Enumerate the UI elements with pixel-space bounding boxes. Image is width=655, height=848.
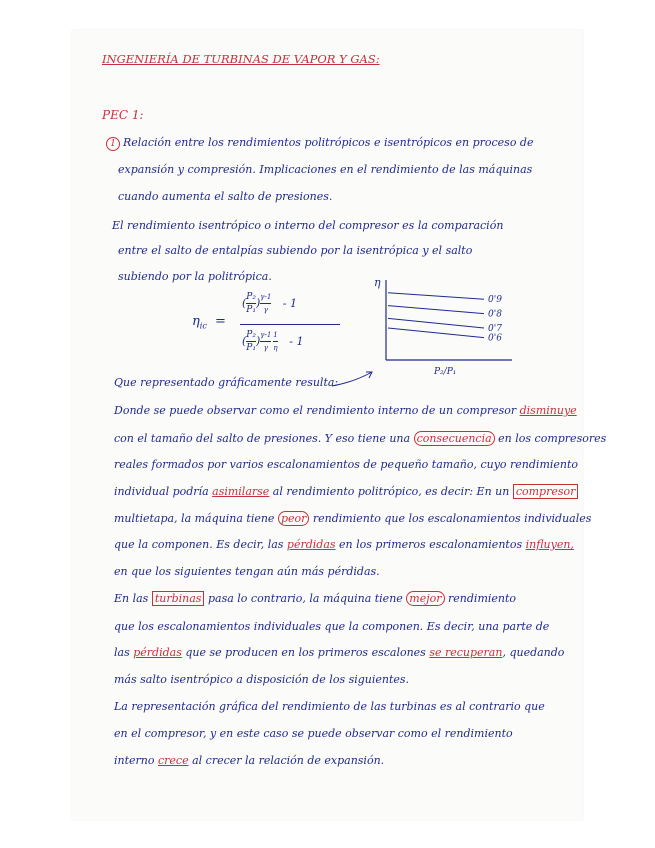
series-label-3: 0'7 [488,324,502,334]
highlight-asimilarse: asimilarse [212,485,270,498]
body-line-6: que la componen. Es decir, las pérdidas en los primeros escalonamientos influyen, [114,538,574,551]
graph-caption: Que representado gráficamente resulta: [114,376,339,389]
body-line-1: Donde se puede observar como el rendimiento interno de un compresor disminuye [114,404,577,417]
highlight-consecuencia: consecuencia [414,431,495,446]
intro-line-3: subiendo por la politrópica. [118,270,272,283]
highlight-influyen: influyen, [525,538,574,551]
body-line-8: En las turbinas pasa lo contrario, la máquina tiene mejor rendimiento [114,592,517,605]
highlight-disminuye: disminuye [519,404,577,417]
series-label-1: 0'9 [488,295,502,306]
question-line-3: cuando aumenta el salto de presiones. [118,190,333,203]
x-axis-label: P₂/P₁ [434,367,457,377]
body-line-5: multietapa, la máquina tiene peor rendimiento que los escalonamientos individuales [114,512,592,525]
formula-denominator: ( $\frac{\text{P₂}}{\text{P₁}}$ ) $\frac{\gamma-1}{\gamma}$ $\frac{1}{\eta}$ - 1 [242,330,304,353]
series-line-2 [388,306,484,314]
body-line-2: con el tamaño del salto de presiones. Y eso tiene una consecuencia en los compresores [114,432,607,445]
highlight-turbinas: turbinas [152,591,205,606]
series-line-3 [388,318,484,328]
arrow-icon [328,368,378,392]
highlight-mejor: mejor [406,591,444,606]
body-line-4: individual podría asimilarse al rendimiento politrópico, es decir: En un compresor [114,485,578,498]
efficiency-chart [362,270,542,380]
intro-line-2: entre el salto de entalpías subiendo por la isentrópica y el salto [118,244,473,257]
notebook-page [72,30,607,820]
y-axis-label: η [374,276,381,289]
intro-line-1: El rendimiento isentrópico o interno del compresor es la comparación [112,219,504,232]
formula-numerator: ( $\frac{\text{P₂}}{\text{P₁}}$ ) $\frac{\gamma-1}{\gamma}$ - 1 [242,292,297,315]
series-line-1 [388,293,484,299]
body-line-11: más salto isentrópico a disposición de los siguientes. [114,673,410,686]
question-line-2: expansión y compresión. Implicaciones en el rendimiento de las máquinas [118,163,533,176]
series-line-4 [388,328,484,338]
highlight-compresor: compresor [513,484,579,499]
series-label-2: 0'8 [488,309,502,320]
body-line-12: La representación gráfica del rendimiento de las turbinas es al contrario que [114,700,545,713]
body-line-14: interno crece al crecer la relación de expansión. [114,754,385,767]
highlight-perdidas-2: pérdidas [133,646,182,659]
highlight-se-recuperan: se recuperan [429,646,503,659]
question-line-1: 1 Relación entre los rendimientos politrópicos e isentrópicos en proceso de [106,136,534,151]
body-line-10: las pérdidas que se producen en los primeros escalones se recuperan, quedando [114,646,565,659]
highlight-peor: peor [278,511,309,526]
question-number: 1 [106,137,120,151]
isentropic-efficiency-formula: $\eta_{ic}$ = [192,314,226,331]
document-title: INGENIERÍA DE TURBINAS DE VAPOR Y GAS: [102,52,380,66]
highlight-perdidas: pérdidas [286,538,336,551]
formula-lhs: η [192,314,200,329]
highlight-crece: crece [158,754,189,767]
formula-fraction-bar [240,324,340,325]
series-label-4: 0'6 [488,333,502,344]
body-line-3: reales formados por varios escalonamientos de pequeño tamaño, cuyo rendimiento [114,458,579,471]
body-line-13: en el compresor, y en este caso se puede observar como el rendimiento [114,727,513,740]
section-label: PEC 1: [102,108,144,122]
body-line-9: que los escalonamientos individuales que la componen. Es decir, una parte de [114,620,550,633]
body-line-7: en que los siguientes tengan aún más pérdidas. [114,565,380,578]
